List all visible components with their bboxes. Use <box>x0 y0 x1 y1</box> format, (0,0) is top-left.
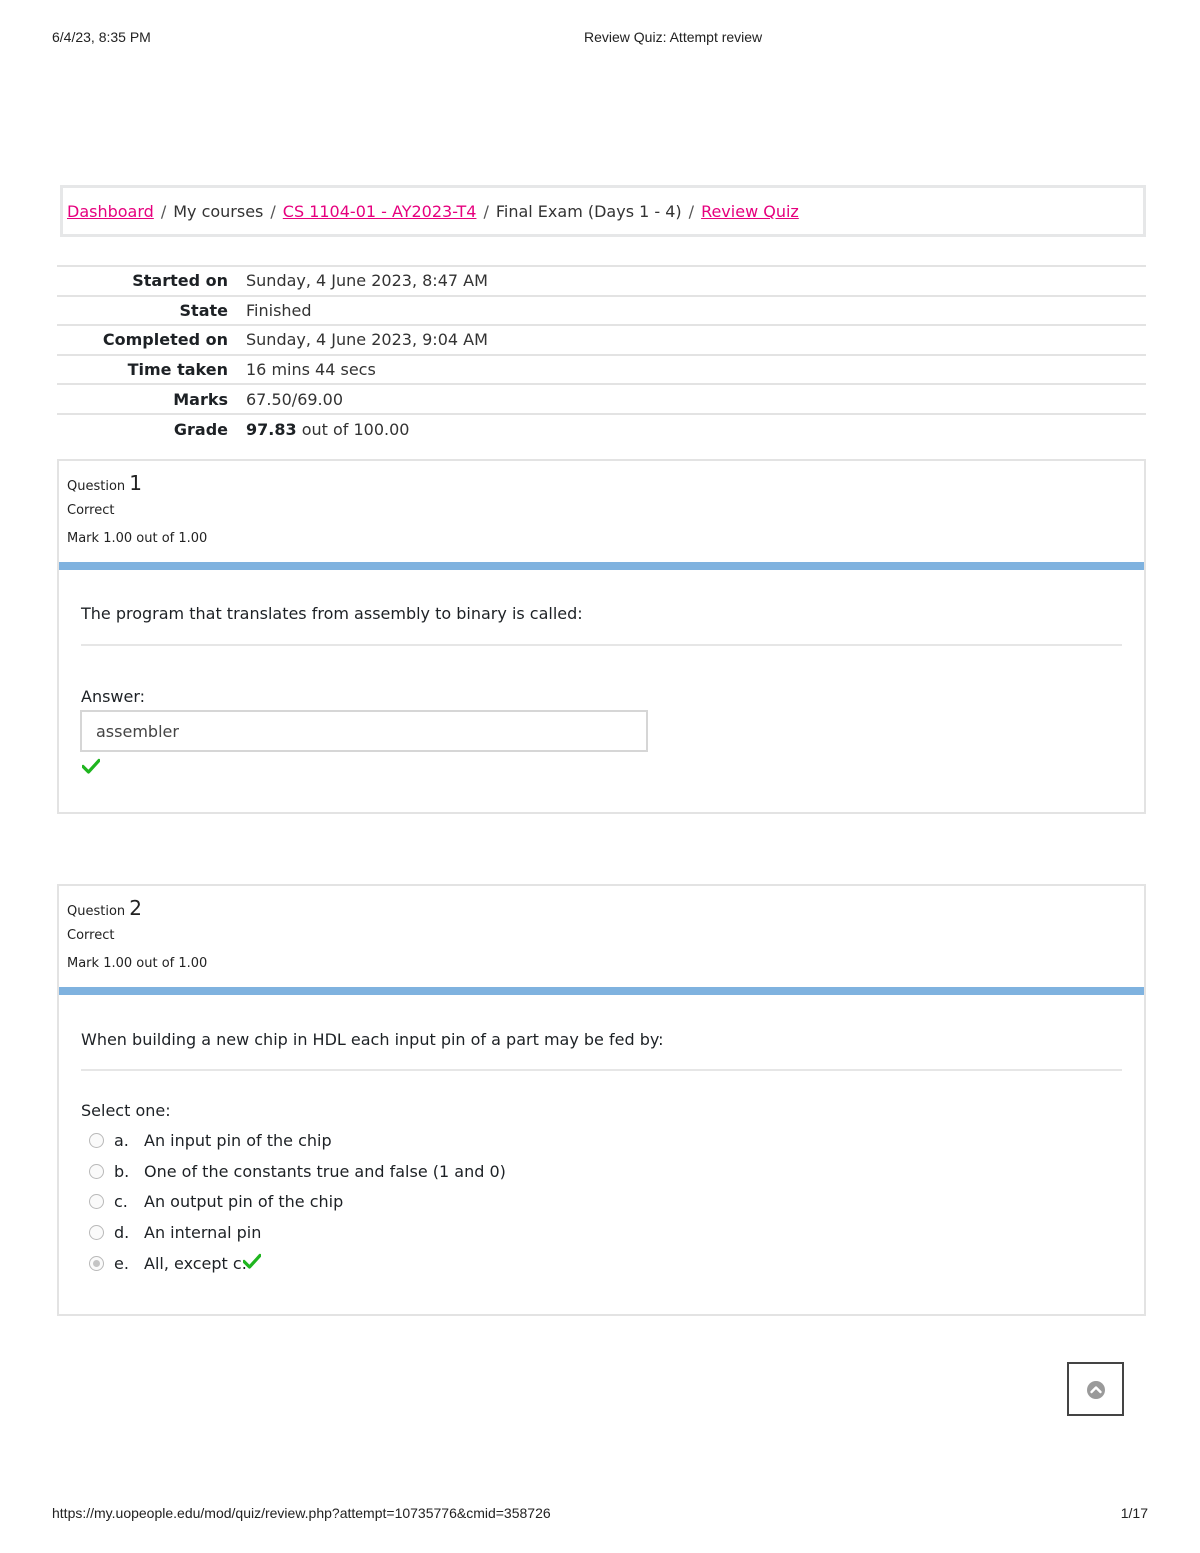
summary-row-marks <box>57 384 1146 414</box>
state-label: State <box>179 300 228 320</box>
summary-row-state <box>57 296 1146 326</box>
question-mark: Mark 1.00 out of 1.00 <box>67 531 208 546</box>
breadcrumb-dashboard-link[interactable]: Dashboard <box>67 202 154 221</box>
option-letter: c. <box>114 1192 128 1211</box>
option-text: All, except c. <box>144 1254 247 1273</box>
breadcrumb-separator: / <box>270 202 276 221</box>
option-text: An output pin of the chip <box>144 1192 344 1211</box>
grade-value-cell <box>228 414 1146 444</box>
radio-button[interactable] <box>89 1225 104 1240</box>
question-content-bar <box>59 987 1144 995</box>
grade-label: Grade <box>173 419 228 439</box>
radio-button[interactable] <box>89 1133 104 1148</box>
question-content-bar <box>59 562 1144 570</box>
back-to-top-button[interactable] <box>1067 1362 1124 1416</box>
time-taken-label: Time taken <box>127 360 228 380</box>
question-text: The program that translates from assembly to binary is called: <box>81 604 583 623</box>
completed-on-label: Completed on <box>102 330 228 350</box>
question-number: 1 <box>129 471 143 495</box>
attempt-summary-table <box>57 265 1146 444</box>
question-mark: Mark 1.00 out of 1.00 <box>67 956 208 971</box>
print-title: Review Quiz: Attempt review <box>584 29 763 45</box>
radio-button[interactable] <box>89 1164 104 1179</box>
marks-label: Marks <box>173 389 228 409</box>
summary-row-completed <box>57 325 1146 355</box>
question-status: Correct <box>67 928 115 943</box>
summary-row-grade <box>57 414 1146 444</box>
question-divider <box>81 644 1122 646</box>
breadcrumb <box>67 202 799 221</box>
question-label: Question <box>67 904 126 919</box>
answer-label: Answer: <box>81 687 146 706</box>
page-counter: 1/17 <box>1120 1505 1148 1521</box>
print-footer <box>52 1505 1148 1525</box>
breadcrumb-my-courses: My courses <box>173 202 264 221</box>
started-on-value: Sunday, 4 June 2023, 8:47 AM <box>246 271 488 291</box>
radio-button[interactable] <box>89 1194 104 1209</box>
option-letter: e. <box>114 1254 129 1273</box>
breadcrumb-separator: / <box>160 202 167 221</box>
breadcrumb-separator: / <box>483 202 489 221</box>
option-letter: a. <box>114 1131 129 1150</box>
arrow-up-circle-icon <box>1086 1380 1106 1400</box>
print-url: https://my.uopeople.edu/mod/quiz/review.php?attempt=10735776&cmid=358726 <box>52 1505 551 1521</box>
marks-value: 67.50/69.00 <box>246 389 343 409</box>
state-value: Finished <box>246 300 312 320</box>
option-letter: d. <box>114 1223 130 1242</box>
option-letter: b. <box>114 1162 130 1181</box>
question-status: Correct <box>67 503 115 518</box>
print-header <box>52 29 1148 49</box>
question-2 <box>57 884 1146 1316</box>
answer-field[interactable] <box>80 710 648 752</box>
summary-row-time <box>57 355 1146 385</box>
breadcrumb-separator: / <box>688 202 695 221</box>
breadcrumb-bar <box>60 185 1146 237</box>
radio-button-selected[interactable] <box>89 1256 104 1271</box>
completed-on-value: Sunday, 4 June 2023, 9:04 AM <box>246 330 488 350</box>
time-taken-value: 16 mins 44 secs <box>246 360 376 380</box>
question-info <box>67 894 207 978</box>
question-text: When building a new chip in HDL each input pin of a part may be fed by: <box>81 1030 664 1049</box>
check-icon <box>243 1253 261 1269</box>
option-text: An input pin of the chip <box>144 1131 332 1150</box>
started-on-label: Started on <box>132 271 228 291</box>
option-text: An internal pin <box>144 1223 262 1242</box>
select-one-prompt: Select one: <box>81 1101 171 1120</box>
question-info <box>67 469 207 553</box>
breadcrumb-course-link[interactable]: CS 1104-01 - AY2023-T4 <box>282 202 477 221</box>
question-divider <box>81 1069 1122 1071</box>
print-date: 6/4/23, 8:35 PM <box>52 29 151 45</box>
summary-row-started <box>57 266 1146 296</box>
question-label: Question <box>67 479 126 494</box>
question-number: 2 <box>129 896 143 920</box>
grade-value: 97.83 <box>246 419 297 439</box>
check-icon <box>82 758 100 774</box>
breadcrumb-section: Final Exam (Days 1 - 4) <box>495 202 682 221</box>
grade-out-of: out of 100.00 <box>301 419 410 439</box>
option-text: One of the constants true and false (1 and 0) <box>144 1162 506 1181</box>
question-1 <box>57 459 1146 814</box>
breadcrumb-current-link[interactable]: Review Quiz <box>701 202 799 221</box>
